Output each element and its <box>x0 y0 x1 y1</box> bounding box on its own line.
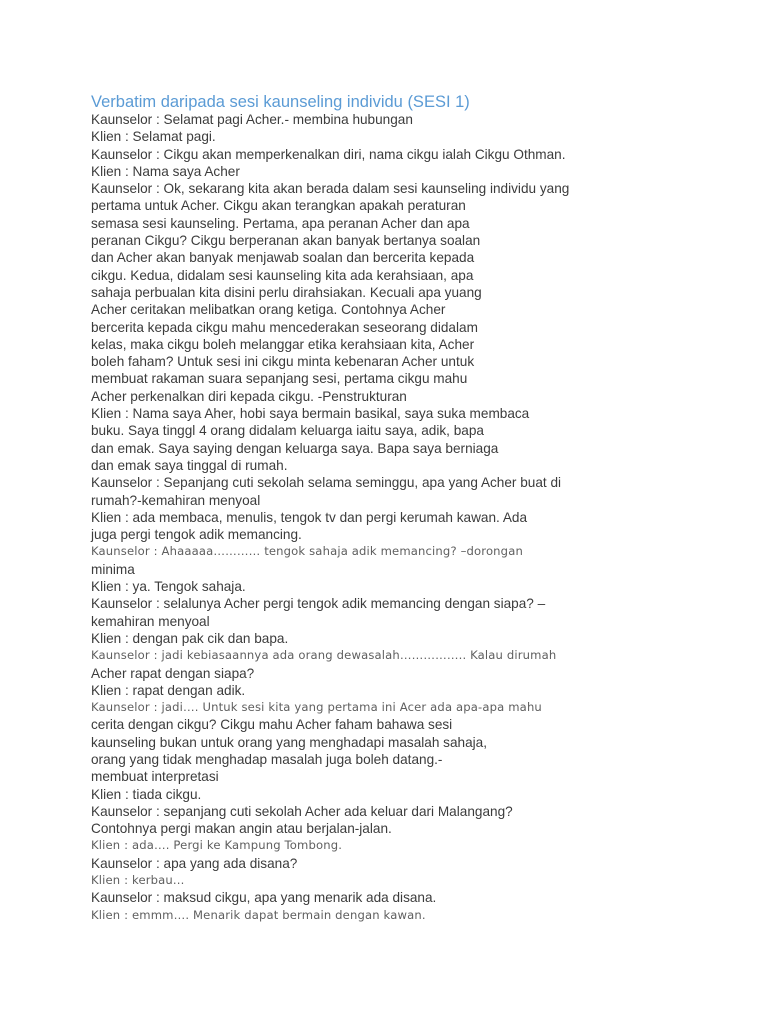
transcript-line: cerita dengan cikgu? Cikgu mahu Acher faham bahawa sesi <box>91 717 453 733</box>
transcript-line: Acher rapat dengan siapa? <box>91 665 255 681</box>
transcript-line: Klien : Nama saya Acher <box>91 163 240 179</box>
transcript-line: kelas, maka cikgu boleh melanggar etika kerahsiaan kita, Acher <box>91 336 475 352</box>
transcript-line: rumah?-kemahiran menyoal <box>91 492 261 508</box>
transcript-line: Klien : tiada cikgu. <box>91 786 202 802</box>
transcript-line: Kaunselor : sepanjang cuti sekolah Acher ada keluar dari Malangang? <box>91 803 513 819</box>
transcript-line: Klien : ada…. Pergi ke Kampung Tombong. <box>91 838 343 853</box>
transcript-line: dan emak. Saya saying dengan keluarga saya. Bapa saya berniaga <box>91 440 499 456</box>
transcript-line: Kaunselor : Cikgu akan memperkenalkan diri, nama cikgu ialah Cikgu Othman. <box>91 146 566 162</box>
transcript-line: Kaunselor : apa yang ada disana? <box>91 855 298 871</box>
transcript-line: Klien : kerbau... <box>91 873 185 888</box>
transcript-line: semasa sesi kaunseling. Pertama, apa peranan Acher dan apa <box>91 215 470 231</box>
transcript-line: Kaunselor : selalunya Acher pergi tengok adik memancing dengan siapa? – <box>91 596 546 612</box>
transcript-line: Klien : Selamat pagi. <box>91 129 216 145</box>
transcript-line: boleh faham? Untuk sesi ini cikgu minta kebenaran Acher untuk <box>91 354 475 370</box>
transcript-line: Kaunselor : Sepanjang cuti sekolah selama seminggu, apa yang Acher buat di <box>91 475 562 491</box>
transcript-line: Acher ceritakan melibatkan orang ketiga. Contohnya Acher <box>91 302 446 318</box>
transcript-lines <box>91 111 691 924</box>
transcript-line: juga pergi tengok adik memancing. <box>91 527 302 543</box>
transcript-line: Kaunselor : jadi…. Untuk sesi kita yang pertama ini Acer ada apa-apa mahu <box>91 700 542 715</box>
transcript-line: bercerita kepada cikgu mahu mencederakan seseorang didalam <box>91 319 478 335</box>
transcript-line: sahaja perbualan kita disini perlu dirahsiakan. Kecuali apa yuang <box>91 284 482 300</box>
transcript-line: dan emak saya tinggal di rumah. <box>91 457 288 473</box>
transcript-line: Klien : Nama saya Aher, hobi saya bermain basikal, saya suka membaca <box>91 406 530 422</box>
transcript-line: buku. Saya tinggl 4 orang didalam keluarga iaitu saya, adik, bapa <box>91 423 484 439</box>
transcript-line: Kaunselor : Ahaaaaa………… tengok sahaja adik memancing? –dorongan <box>91 544 523 559</box>
transcript-line: kemahiran menyoal <box>91 613 210 629</box>
transcript-line: Kaunselor : maksud cikgu, apa yang menarik ada disana. <box>91 890 437 906</box>
transcript-line: Kaunselor : Selamat pagi Acher.- membina hubungan <box>91 112 413 127</box>
transcript-line: Kaunselor : jadi kebiasaannya ada orang dewasalah…………….. Kalau dirumah <box>91 648 557 663</box>
transcript-line: dan Acher akan banyak menjawab soalan dan bercerita kepada <box>91 250 475 266</box>
document-title: Verbatim daripada sesi kaunseling individu (SESI 1) <box>91 93 470 111</box>
transcript-line: kaunseling bukan untuk orang yang menghadapi masalah sahaja, <box>91 734 488 750</box>
transcript-line: Klien : ada membaca, menulis, tengok tv dan pergi kerumah kawan. Ada <box>91 509 528 525</box>
transcript-line: membuat rakaman suara sepanjang sesi, pertama cikgu mahu <box>91 371 468 387</box>
transcript-line: Contohnya pergi makan angin atau berjalan-jalan. <box>91 821 392 837</box>
transcript-line: minima <box>91 561 135 577</box>
transcript-line: Klien : rapat dengan adik. <box>91 682 246 698</box>
transcript-line: Acher perkenalkan diri kepada cikgu. -Penstrukturan <box>91 388 407 404</box>
transcript-line: pertama untuk Acher. Cikgu akan terangkan apakah peraturan <box>91 198 466 214</box>
transcript-line: peranan Cikgu? Cikgu berperanan akan banyak bertanya soalan <box>91 233 481 249</box>
transcript-line: Klien : dengan pak cik dan bapa. <box>91 630 289 646</box>
transcript-line: cikgu. Kedua, didalam sesi kaunseling kita ada kerahsiaan, apa <box>91 267 474 283</box>
transcript-line: Klien : ya. Tengok sahaja. <box>91 579 246 595</box>
transcript-line: Klien : emmm…. Menarik dapat bermain dengan kawan. <box>91 907 426 922</box>
transcript-line: orang yang tidak menghadap masalah juga boleh datang.- <box>91 751 443 767</box>
transcript-line: Kaunselor : Ok, sekarang kita akan berada dalam sesi kaunseling individu yang <box>91 181 570 197</box>
transcript-line: membuat interpretasi <box>91 769 219 785</box>
